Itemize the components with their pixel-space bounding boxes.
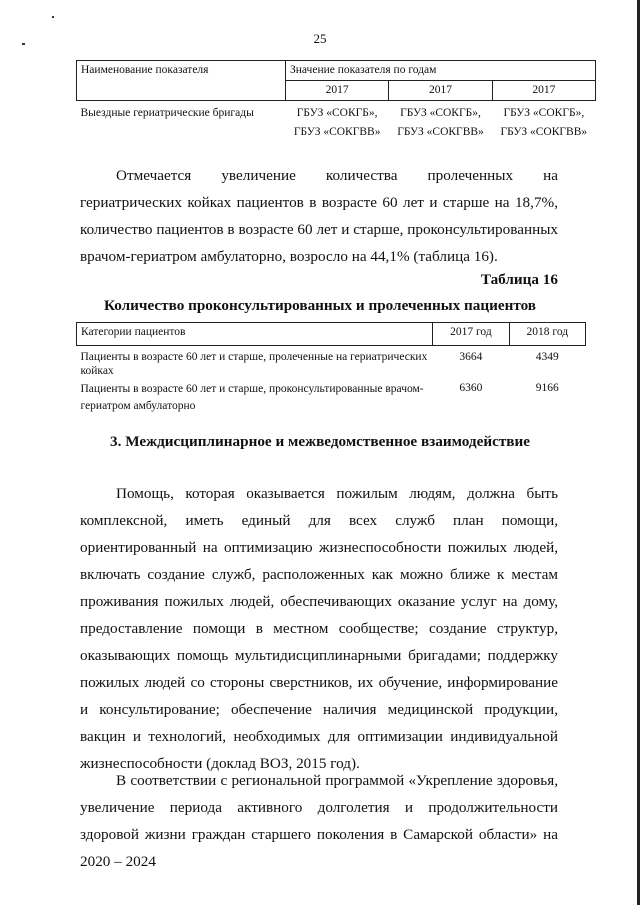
table-row bbox=[77, 379, 586, 417]
indicator-table bbox=[76, 60, 596, 145]
table-header-values: Значение показателя по годам bbox=[286, 61, 596, 81]
header-2018: 2018 год bbox=[509, 323, 585, 346]
scan-mark-top bbox=[52, 16, 54, 18]
value-2017: 3664 bbox=[459, 351, 483, 363]
paragraph-increase bbox=[80, 162, 558, 270]
table-title: Количество проконсультированных и пролеченных пациентов bbox=[103, 297, 537, 314]
paragraph-help bbox=[80, 480, 558, 777]
cell-line: ГБУЗ «СОКГВВ» bbox=[293, 126, 381, 138]
paragraph-text: Помощь, которая оказывается пожилым людям, должна быть комплексной, иметь единый для всех служб план помощи, ориентированный на оптимизацию жизнеспособности пожилых людей, включать создание служб, расположенных как можно ближе к местам проживания пожилых людей, обеспечивающих оказание услуг на дому, предоставление помощи в местном сообществе; создание структур, оказывающих помощь мультидисциплинарными бригадами; поддержку пожилых людей со стороны сверстников, их обучение, информирование и консультирование; обеспечение наличия медицинской продукции, вакцин и технологий, необходимых для оптимизации индивидуальной жизнеспособности (доклад ВОЗ, 2015 год). bbox=[80, 485, 558, 772]
value-2017: 6360 bbox=[459, 382, 483, 394]
year-cell: 2017 bbox=[389, 81, 492, 101]
paragraph-program bbox=[80, 767, 558, 875]
table-row bbox=[77, 101, 596, 146]
header-2017: 2017 год bbox=[433, 323, 509, 346]
row-label: Пациенты в возрасте 60 лет и старше, пролеченные на гериатрических койках bbox=[80, 351, 428, 377]
row-label: Пациенты в возрасте 60 лет и старше, проконсультированные врачом-гериатром амбулаторно bbox=[80, 383, 424, 412]
table-row bbox=[77, 346, 586, 380]
section-heading: 3. Междисциплинарное и межведомственное взаимодействие bbox=[110, 433, 530, 450]
row-label: Выездные гериатрические бригады bbox=[80, 107, 254, 119]
cell-line: ГБУЗ «СОКГБ», bbox=[503, 107, 585, 119]
patients-table bbox=[76, 322, 586, 417]
data-cell bbox=[389, 101, 492, 146]
header-category: Категории пациентов bbox=[77, 323, 433, 346]
value-2018: 9166 bbox=[535, 382, 559, 394]
year-cell: 2017 bbox=[286, 81, 389, 101]
paragraph-text: Отмечается увеличение количества пролеченных на гериатрических койках пациентов в возрасте 60 лет и старше на 18,7%, количество пациентов в возрасте 60 лет и старше, проконсультированных врачом-гериатром амбулаторно, возросло на 44,1% (таблица 16). bbox=[80, 167, 558, 265]
table-header-row bbox=[77, 323, 586, 346]
cell-line: ГБУЗ «СОКГВВ» bbox=[500, 126, 588, 138]
year-cell: 2017 bbox=[492, 81, 595, 101]
table-row bbox=[77, 61, 596, 81]
data-cell bbox=[492, 101, 595, 146]
value-2018: 4349 bbox=[535, 351, 559, 363]
paragraph-text: В соответствии с региональной программой «Укрепление здоровья, увеличение периода активного долголетия и продолжительности здоровой жизни граждан старшего поколения в Самарской области» на 2020 – 2024 bbox=[80, 772, 558, 870]
cell-line: ГБУЗ «СОКГБ», bbox=[296, 107, 378, 119]
data-cell bbox=[286, 101, 389, 146]
table-header-name: Наименование показателя bbox=[77, 61, 286, 101]
cell-line: ГБУЗ «СОКГВВ» bbox=[397, 126, 484, 138]
table-label: Таблица 16 bbox=[480, 271, 558, 288]
cell-line: ГБУЗ «СОКГБ», bbox=[400, 107, 481, 119]
page-number: 25 bbox=[313, 31, 327, 46]
